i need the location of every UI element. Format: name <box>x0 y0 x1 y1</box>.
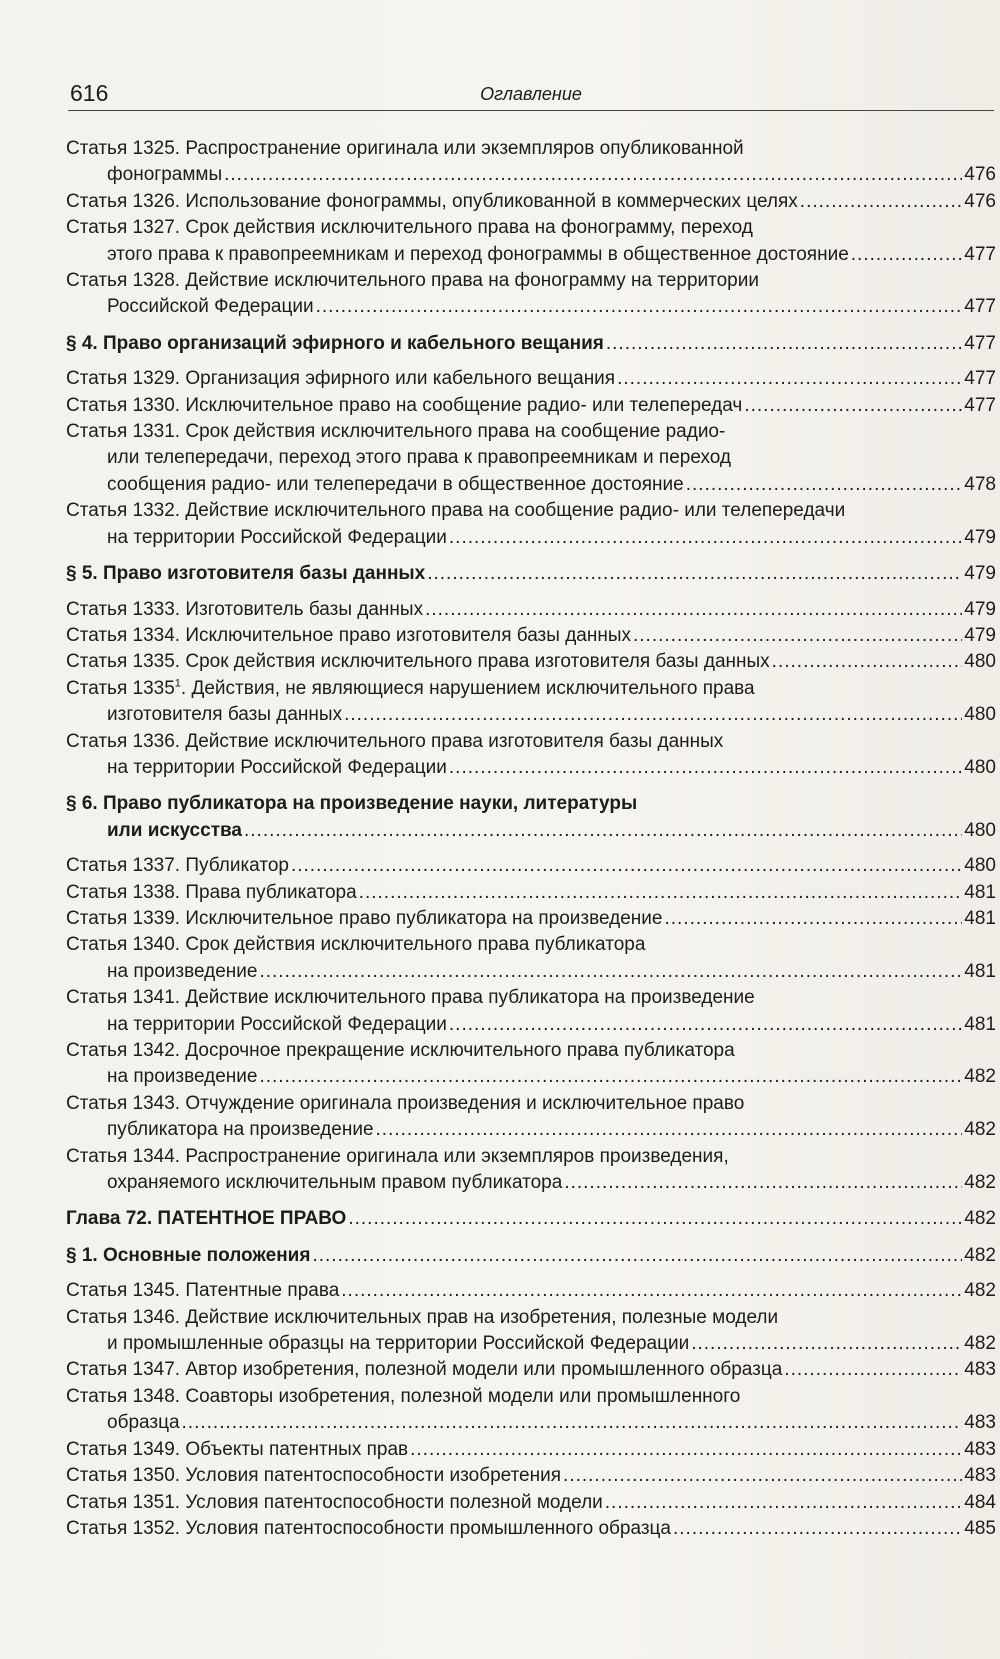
toc-entry <box>66 1038 996 1091</box>
toc-title-text: § 5. Право изготовителя базы данных <box>66 563 426 585</box>
toc-chapter <box>66 1206 996 1232</box>
toc-title-text: Статья 1331. Срок действия исключительного права на сообщение радио- <box>66 421 726 443</box>
toc-title-text: Статья 1330. Исключительное право на сообщение радио- или телепередач <box>66 394 743 416</box>
toc-title-text: на территории Российской Федерации <box>107 1013 447 1035</box>
toc-title-text: образца <box>107 1412 180 1434</box>
toc-page-number: 482 <box>964 1244 996 1266</box>
toc-line <box>66 1012 996 1038</box>
toc-line <box>66 498 996 524</box>
toc-line <box>66 755 996 781</box>
toc-line <box>66 1331 996 1357</box>
toc-title-text: Статья 1329. Организация эфирного или кабельного вещания <box>66 368 616 390</box>
toc-title-text: Статья 1343. Отчуждение оригинала произведения и исключительное право <box>66 1092 745 1114</box>
toc-line <box>66 1516 996 1542</box>
toc-title-text: Статья 1335. Срок действия исключительного права изготовителя базы данных <box>66 651 770 673</box>
leader-dots <box>259 959 962 985</box>
toc-entry <box>66 366 996 392</box>
toc-page-number: 480 <box>964 756 996 778</box>
toc-title-text: Статья 1333. Изготовитель базы данных <box>66 598 424 620</box>
toc-page-number: 477 <box>964 243 996 265</box>
toc-page-number: 481 <box>964 881 996 903</box>
leader-dots <box>784 1357 962 1383</box>
toc-page-number: 481 <box>964 1013 996 1035</box>
toc-title-text: Статья 1327. Срок действия исключительного права на фонограмму, переход <box>66 217 753 239</box>
toc-title-text: и промышленные образцы на территории Российской Федерации <box>107 1333 690 1355</box>
leader-dots <box>664 906 962 932</box>
leader-dots <box>344 702 962 728</box>
toc-title-text: Статья 1347. Автор изобретения, полезной модели или промышленного образца <box>66 1359 783 1381</box>
toc-title-text: фонограммы <box>107 164 223 186</box>
toc-entry <box>66 1490 996 1516</box>
toc-title-text: § 4. Право организаций эфирного и кабельного вещания <box>66 332 604 354</box>
toc-title-text: публикатора на произведение <box>107 1119 374 1141</box>
toc-page-number: 483 <box>964 1438 996 1460</box>
toc-title-text: Статья 1334. Исключительное право изготовителя базы данных <box>66 624 631 646</box>
leader-dots <box>291 853 962 879</box>
toc-page-number: 477 <box>964 332 996 354</box>
toc-title-text: охраняемого исключительным правом публикатора <box>107 1172 563 1194</box>
toc-page-number: 478 <box>964 473 996 495</box>
toc-title-text: Статья 1352. Условия патентоспособности промышленного образца <box>66 1517 671 1539</box>
toc-page-number: 482 <box>964 1119 996 1141</box>
toc-entry <box>66 649 996 675</box>
toc-page-number: 481 <box>964 907 996 929</box>
toc-page-number: 477 <box>964 296 996 318</box>
toc-title-text: Статья 1348. Соавторы изобретения, полезной модели или промышленного <box>66 1385 741 1407</box>
toc-line <box>66 1357 996 1383</box>
toc-line <box>66 561 996 587</box>
toc-line <box>66 932 996 958</box>
toc-line <box>66 393 996 419</box>
toc-title-text: Статья 1336. Действие исключительного права изготовителя базы данных <box>66 730 724 752</box>
leader-dots <box>359 880 963 906</box>
toc-title-text: Статья 1338. Права публикатора <box>66 881 357 903</box>
toc-line <box>66 472 996 498</box>
toc-line <box>66 906 996 932</box>
toc-line <box>66 215 996 241</box>
leader-dots <box>348 1206 962 1232</box>
leader-dots <box>449 755 962 781</box>
toc-line <box>66 1117 996 1143</box>
toc-line <box>66 676 996 702</box>
toc-page-number: 476 <box>964 164 996 186</box>
toc-entry <box>66 1357 996 1383</box>
toc-title-text: Статья 1346. Действие исключительных прав на изобретения, полезные модели <box>66 1306 779 1328</box>
toc-entry <box>66 215 996 268</box>
leader-dots <box>851 242 963 268</box>
toc-line <box>66 1463 996 1489</box>
leader-dots <box>800 189 963 215</box>
toc-entry <box>66 1463 996 1489</box>
toc-entry <box>66 1305 996 1358</box>
toc-page-number: 482 <box>964 1066 996 1088</box>
toc-entry <box>66 932 996 985</box>
toc-title-text: Статья 1340. Срок действия исключительного права публикатора <box>66 934 646 956</box>
toc-entry <box>66 1091 996 1144</box>
toc-title-text: Российской Федерации <box>107 296 314 318</box>
leader-dots <box>376 1117 963 1143</box>
leader-dots <box>449 525 962 551</box>
page-number: 616 <box>70 80 109 106</box>
leader-dots <box>316 294 963 320</box>
toc-page-number: 483 <box>964 1465 996 1487</box>
toc-page-number: 477 <box>964 368 996 390</box>
toc-line <box>66 525 996 551</box>
toc-line <box>66 985 996 1011</box>
leader-dots <box>686 472 963 498</box>
toc-line <box>66 1091 996 1117</box>
toc-page-number: 479 <box>964 624 996 646</box>
toc-page-number: 479 <box>964 598 996 620</box>
toc-title-text: Статья 1328. Действие исключительного права на фонограмму на территории <box>66 270 759 292</box>
toc-section <box>66 331 996 357</box>
toc-line <box>66 242 996 268</box>
toc-line <box>66 597 996 623</box>
toc-title-text: Статья 1349. Объекты патентных прав <box>66 1438 409 1460</box>
leader-dots <box>564 1170 962 1196</box>
toc-line <box>66 1243 996 1269</box>
leader-dots <box>605 1490 963 1516</box>
toc-page-number: 483 <box>964 1412 996 1434</box>
toc-entry <box>66 623 996 649</box>
toc-title-text: на произведение <box>107 960 258 982</box>
toc-title-text: Статья 1339. Исключительное право публикатора на произведение <box>66 907 663 929</box>
toc-title-text: изготовителя базы данных <box>107 704 343 726</box>
toc-line <box>66 366 996 392</box>
toc-section <box>66 791 996 844</box>
toc-entry <box>66 1437 996 1463</box>
toc-title-text: Статья 1325. Распространение оригинала или экземпляров опубликованной <box>66 138 744 159</box>
toc-entry <box>66 1144 996 1197</box>
toc-line <box>66 853 996 879</box>
toc-entry <box>66 597 996 623</box>
leader-dots <box>182 1410 963 1436</box>
leader-dots <box>312 1243 962 1269</box>
toc-title-text: § 6. Право публикатора на произведение науки, литературы <box>66 793 638 815</box>
leader-dots <box>633 623 962 649</box>
table-of-contents <box>66 136 996 1542</box>
toc-entry <box>66 498 996 551</box>
toc-line <box>66 445 996 471</box>
toc-entry <box>66 1384 996 1437</box>
toc-page-number: 480 <box>964 855 996 877</box>
toc-line <box>66 729 996 755</box>
toc-title-text: этого права к правопреемникам и переход фонограммы в общественное достояние <box>107 243 849 265</box>
toc-title-text: Статья 1350. Условия патентоспособности изобретения <box>66 1465 562 1487</box>
toc-line <box>66 1410 996 1436</box>
toc-line <box>66 1278 996 1304</box>
toc-entry <box>66 1278 996 1304</box>
toc-title-text: на территории Российской Федерации <box>107 756 447 778</box>
toc-entry <box>66 853 996 879</box>
toc-title-text: Статья 1344. Распространение оригинала или экземпляров произведения, <box>66 1145 729 1167</box>
toc-page-number: 482 <box>964 1172 996 1194</box>
leader-dots <box>425 597 962 623</box>
toc-line <box>66 1305 996 1331</box>
leader-dots <box>244 818 962 844</box>
leader-dots <box>606 331 962 357</box>
toc-line <box>66 1170 996 1196</box>
toc-entry <box>66 676 996 729</box>
toc-page-number: 480 <box>964 819 996 841</box>
toc-title-text: Статья 1345. Патентные права <box>66 1280 340 1302</box>
toc-page-number: 483 <box>964 1359 996 1381</box>
toc-title-text: или искусства <box>107 819 242 841</box>
toc-title-text: Статья 1335$^1$. Действия, не являющиеся нарушением исключительного права <box>66 677 755 699</box>
toc-page-number: 480 <box>964 651 996 673</box>
toc-section <box>66 1243 996 1269</box>
toc-line <box>66 331 996 357</box>
toc-line <box>66 880 996 906</box>
toc-page-number: 477 <box>964 394 996 416</box>
toc-title-text: сообщения радио- или телепередачи в общественное достояние <box>107 473 684 495</box>
leader-dots <box>673 1516 962 1542</box>
toc-entry <box>66 419 996 498</box>
toc-title-text: § 1. Основные положения <box>66 1244 311 1266</box>
toc-page-number: 482 <box>964 1208 996 1230</box>
toc-page-number: 481 <box>964 960 996 982</box>
toc-line <box>66 136 996 162</box>
leader-dots <box>224 162 962 188</box>
toc-title-text: Глава 72. ПАТЕНТНОЕ ПРАВО <box>66 1208 347 1230</box>
toc-title-text: на произведение <box>107 1066 258 1088</box>
toc-entry <box>66 189 996 215</box>
running-title: Оглавление <box>480 84 582 104</box>
toc-section <box>66 561 996 587</box>
toc-line <box>66 1384 996 1410</box>
toc-page-number: 476 <box>964 190 996 212</box>
toc-entry <box>66 268 996 321</box>
leader-dots <box>563 1463 962 1489</box>
leader-dots <box>772 649 963 675</box>
toc-line <box>66 1206 996 1232</box>
leader-dots <box>617 366 962 392</box>
toc-line <box>66 702 996 728</box>
toc-line <box>66 1038 996 1064</box>
toc-entry <box>66 729 996 782</box>
leader-dots <box>259 1064 962 1090</box>
toc-page-number: 479 <box>964 526 996 548</box>
toc-page-number: 480 <box>964 704 996 726</box>
toc-title-text: Статья 1342. Досрочное прекращение исключительного права публикатора <box>66 1040 735 1061</box>
toc-title-text: Статья 1341. Действие исключительного права публикатора на произведение <box>66 987 755 1009</box>
page-header <box>68 80 994 111</box>
toc-line <box>66 162 996 188</box>
toc-title-text: на территории Российской Федерации <box>107 526 447 548</box>
toc-entry <box>66 906 996 932</box>
leader-dots <box>744 393 962 419</box>
leader-dots <box>410 1437 962 1463</box>
toc-line <box>66 1437 996 1463</box>
toc-line <box>66 294 996 320</box>
toc-line <box>66 419 996 445</box>
toc-line <box>66 791 996 817</box>
toc-page-number: 484 <box>964 1491 996 1513</box>
toc-line <box>66 189 996 215</box>
leader-dots <box>449 1012 962 1038</box>
toc-entry <box>66 393 996 419</box>
toc-page-number: 479 <box>964 563 996 585</box>
toc-entry <box>66 1516 996 1542</box>
toc-title-text: Статья 1337. Публикатор <box>66 855 289 877</box>
toc-line <box>66 649 996 675</box>
toc-title-text: Статья 1351. Условия патентоспособности полезной модели <box>66 1491 603 1513</box>
toc-line <box>66 959 996 985</box>
toc-line <box>66 268 996 294</box>
toc-entry <box>66 880 996 906</box>
toc-line <box>66 818 996 844</box>
toc-entry <box>66 136 996 189</box>
leader-dots <box>691 1331 962 1357</box>
toc-line <box>66 1490 996 1516</box>
leader-dots <box>427 561 962 587</box>
toc-entry <box>66 985 996 1038</box>
toc-page-number: 482 <box>964 1280 996 1302</box>
toc-line <box>66 1064 996 1090</box>
leader-dots <box>341 1278 962 1304</box>
toc-title-text: Статья 1326. Использование фонограммы, опубликованной в коммерческих целях <box>66 190 798 212</box>
toc-title-text: или телепередачи, переход этого права к правопреемникам и переход <box>107 447 732 469</box>
toc-line <box>66 623 996 649</box>
toc-page-number: 482 <box>964 1333 996 1355</box>
toc-line <box>66 1144 996 1170</box>
toc-page-number: 485 <box>964 1517 996 1539</box>
toc-title-text: Статья 1332. Действие исключительного права на сообщение радио- или телепередачи <box>66 500 846 522</box>
